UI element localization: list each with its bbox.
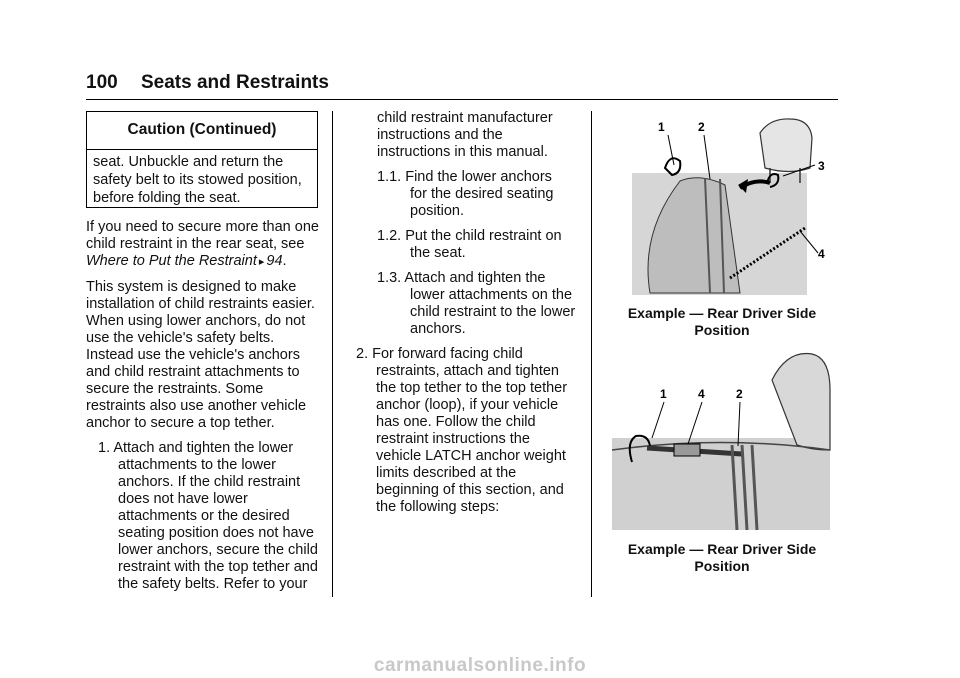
- text-line: anchors. If the child restraint: [118, 474, 301, 490]
- text-line: instructions in this manual.: [377, 144, 548, 160]
- text-line: anchors.: [410, 321, 466, 337]
- substep-1-3: [344, 270, 584, 338]
- column-divider-left: [332, 111, 333, 597]
- text-line: the seat.: [410, 245, 466, 261]
- text-line: use the vehicle's safety belts.: [86, 330, 275, 346]
- text-line: restraint with the top tether and: [118, 559, 318, 575]
- punctuation: .: [282, 253, 287, 269]
- text-line: If you need to secure more than one: [86, 219, 319, 235]
- substep-1-2: [344, 228, 584, 262]
- header-rule: [86, 99, 838, 100]
- step-2: [344, 346, 584, 516]
- text-line: child restraint in the rear seat, see: [86, 236, 305, 252]
- caution-title: Caution (Continued): [87, 112, 317, 150]
- text-line: [86, 253, 326, 271]
- tether-buckle: [674, 444, 700, 456]
- text-line: seating position does not have: [118, 525, 314, 541]
- text-line: installation of child restraints easier.: [86, 296, 315, 312]
- figure-rear-seat-top-tether: [620, 113, 840, 298]
- text-line: lower anchors, secure the child: [118, 542, 318, 558]
- text-line: the safety belts. Refer to your: [118, 576, 308, 592]
- text-line: child restraint to the lower: [410, 304, 576, 320]
- text-line: This system is designed to make: [86, 279, 297, 295]
- callout-1: 1: [660, 387, 667, 401]
- substep-1-1: [344, 169, 584, 220]
- paragraph-system-description: [86, 279, 326, 432]
- callout-line: [704, 135, 710, 179]
- callout-2: 2: [736, 387, 743, 401]
- figure-rear-seat-tether-routing: [612, 350, 832, 532]
- callout-1: 1: [658, 120, 665, 134]
- text-line: for the desired seating: [410, 186, 554, 202]
- page-ref-arrow-icon: ▸: [258, 256, 265, 268]
- text-line: 1.2. Put the child restraint on: [377, 228, 562, 244]
- text-line: does not have lower: [118, 491, 248, 507]
- text-line: When using lower anchors, do not: [86, 313, 306, 329]
- caption-line: Position: [694, 558, 750, 574]
- text-line: child restraint manufacturer: [377, 110, 553, 126]
- text-line: limits described at the: [376, 465, 517, 481]
- callout-4: 4: [698, 387, 705, 401]
- text-line: restraint instructions the: [376, 431, 530, 447]
- text-line: secure the restraints. Some: [86, 381, 264, 397]
- headrest-shape: [772, 354, 830, 450]
- callout-3: 3: [818, 159, 825, 173]
- watermark: carmanualsonline.info: [373, 655, 587, 676]
- text-line: and child restraint attachments to: [86, 364, 300, 380]
- text-line: 1.1. Find the lower anchors: [377, 169, 552, 185]
- text-line: restraints also use another vehicle: [86, 398, 307, 414]
- page-header: [86, 72, 329, 94]
- headrest-shape: [760, 119, 812, 172]
- text-line: attachments to the lower: [118, 457, 276, 473]
- column-divider-right: [591, 111, 592, 597]
- text-line: the top tether to the top tether: [376, 380, 568, 396]
- caution-line: seat. Unbuckle and return the: [93, 154, 284, 170]
- text-line: 1. Attach and tighten the lower: [98, 440, 294, 456]
- cross-reference-page[interactable]: 94: [266, 253, 283, 269]
- text-line: vehicle LATCH anchor weight: [376, 448, 566, 464]
- text-line: the following steps:: [376, 499, 500, 515]
- text-line: lower attachments on the: [410, 287, 573, 303]
- callout-line: [652, 402, 664, 438]
- text-line: beginning of this section, and: [376, 482, 564, 498]
- figure-2-caption: [620, 541, 824, 575]
- step-1-continued: [344, 110, 584, 161]
- caution-line: before folding the seat.: [93, 190, 241, 206]
- cross-reference-link[interactable]: Where to Put the Restraint: [86, 253, 257, 269]
- caption-line: Example — Rear Driver Side: [627, 541, 817, 557]
- text-line: 1.3. Attach and tighten the: [377, 270, 546, 286]
- middle-column: [344, 110, 584, 516]
- left-column: [86, 219, 326, 593]
- text-line: 2. For forward facing child: [356, 346, 523, 362]
- text-line: anchor to secure a top tether.: [86, 415, 275, 431]
- text-line: Instead use the vehicle's anchors: [86, 347, 300, 363]
- text-line: restraints, attach and tighten: [376, 363, 559, 379]
- callout-4: 4: [818, 247, 825, 261]
- text-line: position.: [410, 203, 465, 219]
- callout-2: 2: [698, 120, 705, 134]
- figure-1-caption: [620, 305, 824, 339]
- text-line: anchor (loop), if your vehicle: [376, 397, 559, 413]
- caption-line: Position: [694, 322, 750, 338]
- section-title: Seats and Restraints: [140, 72, 329, 93]
- callout-line: [688, 402, 702, 444]
- caution-line: safety belt to its stowed position,: [93, 172, 302, 188]
- step-1: [86, 440, 326, 593]
- text-line: attachments or the desired: [118, 508, 290, 524]
- caution-box: [86, 111, 318, 208]
- page-number: 100: [86, 72, 118, 93]
- text-line: instructions and the: [377, 127, 503, 143]
- caption-line: Example — Rear Driver Side: [627, 305, 817, 321]
- text-line: has one. Follow the child: [376, 414, 536, 430]
- caution-body: [87, 150, 317, 207]
- paragraph-lower-anchors-ref: [86, 219, 326, 271]
